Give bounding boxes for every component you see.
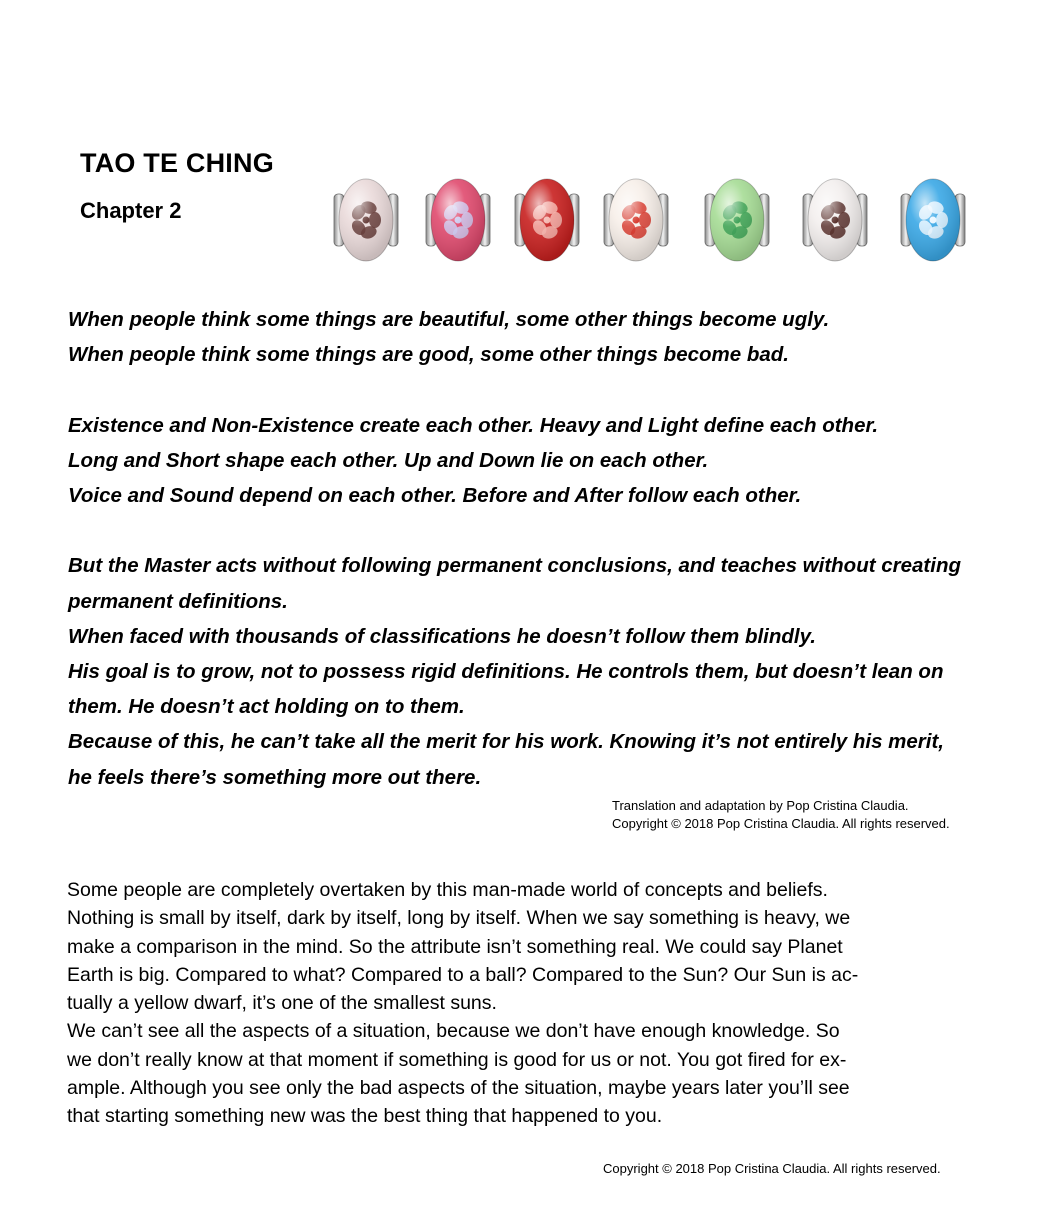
commentary-line: Nothing is small by itself, dark by itself, long by itself. When we say something is heavy, we xyxy=(67,907,851,930)
commentary-text xyxy=(67,876,967,1131)
commentary-line: that starting something new was the best thing that happened to you. xyxy=(67,1105,663,1128)
commentary-line: Some people are completely overtaken by this man-made world of concepts and beliefs. xyxy=(67,879,828,901)
verse-line: Voice and Sound depend on each other. Before and After follow each other. xyxy=(68,484,802,507)
bead-red-sparkle xyxy=(515,179,579,261)
translation-copyright-line: Copyright © 2018 Pop Cristina Claudia. All rights reserved. xyxy=(612,816,950,831)
footer-copyright: Copyright © 2018 Pop Cristina Claudia. All rights reserved. xyxy=(603,1161,941,1176)
bead-green-swirl xyxy=(705,179,769,261)
translation-credit xyxy=(612,797,950,833)
bead-white-brown-flower xyxy=(803,179,867,261)
verse-line: them. He doesn’t act holding on to them. xyxy=(68,695,465,719)
bead-pink-heart-pattern xyxy=(334,179,398,261)
verse-line: When people think some things are good, some other things become bad. xyxy=(68,343,789,367)
bead-red-flower xyxy=(426,179,490,261)
verse-line: But the Master acts without following permanent conclusions, and teaches without creating xyxy=(68,554,961,578)
commentary-line: we don’t really know at that moment if something is good for us or not. You got fired for ex- xyxy=(67,1048,847,1071)
commentary-line: ample. Although you see only the bad aspects of the situation, maybe years later you’ll see xyxy=(67,1077,850,1100)
bead-image-strip xyxy=(330,172,970,272)
translation-credit-line: Translation and adaptation by Pop Cristina Claudia. xyxy=(612,798,909,813)
verse-line: Because of this, he can’t take all the merit for his work. Knowing it’s not entirely his merit, xyxy=(68,730,944,754)
verse-line: When faced with thousands of classifications he doesn’t follow them blindly. xyxy=(68,624,816,648)
commentary-line: We can’t see all the aspects of a situation, because we don’t have enough knowledge. So xyxy=(67,1020,840,1043)
bead-white-red-swirl xyxy=(604,179,668,261)
verse-text xyxy=(68,302,1008,795)
verse-line: His goal is to grow, not to possess rigid definitions. He controls them, but doesn’t lean on xyxy=(68,660,944,683)
commentary-line: Earth is big. Compared to what? Compared to a ball? Compared to the Sun? Our Sun is ac- xyxy=(67,963,859,986)
bead-blue-sky xyxy=(901,179,965,261)
commentary-line: make a comparison in the mind. So the attribute isn’t something real. We could say Planet xyxy=(67,935,843,958)
chapter-label: Chapter 2 xyxy=(80,198,182,223)
commentary-line: tually a yellow dwarf, it’s one of the smallest suns. xyxy=(67,992,497,1015)
page-title: TAO TE CHING xyxy=(80,148,274,178)
verse-line: When people think some things are beautiful, some other things become ugly. xyxy=(68,308,830,331)
verse-line: Long and Short shape each other. Up and Down lie on each other. xyxy=(68,448,709,472)
verse-line: he feels there’s something more out there. xyxy=(68,765,482,789)
verse-line: Existence and Non-Existence create each other. Heavy and Light define each other. xyxy=(68,413,879,437)
verse-line: permanent definitions. xyxy=(68,589,288,613)
